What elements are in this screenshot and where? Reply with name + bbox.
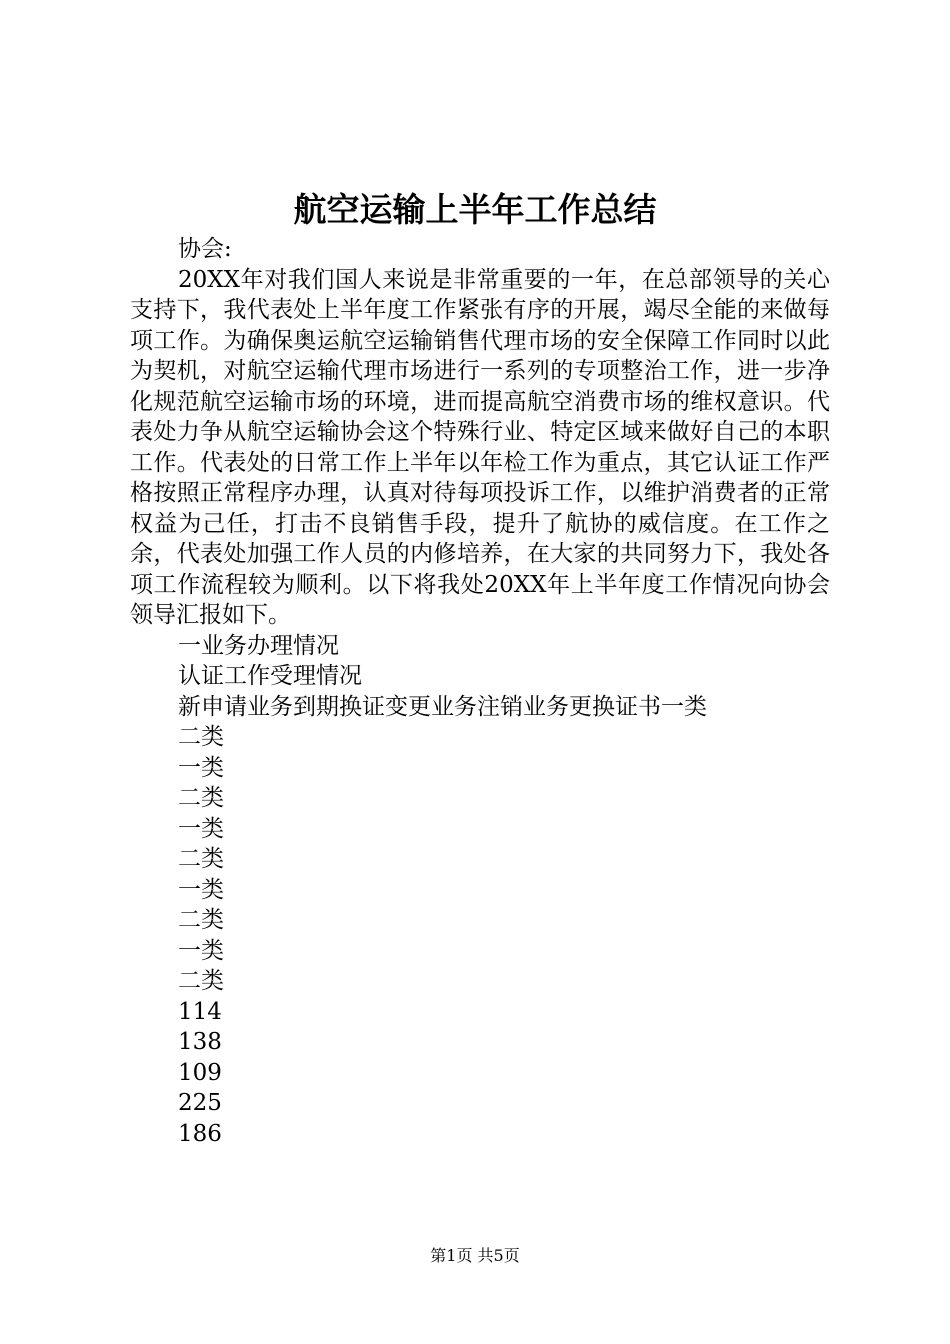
number-line: 114 [178, 998, 222, 1025]
number-line: 186 [178, 1120, 222, 1147]
page-footer: 第1页 共5页 [430, 1246, 520, 1265]
intro-paragraph: 20XX年对我们国人来说是非常重要的一年，在总部领导的关心支持下，我代表处上半年度工作紧张有序的开展，竭尽全能的来做每项工作。为确保奥运航空运输销售代理市场的安全保障工作同时以此为契机，对航空运输代理市场进行一系列的专项整治工作，进一步净化规范航空运输市场的环境，进而提高航空消费市场的维权意识。代表处力争从航空运输协会这个特殊行业、特定区域来做好自己的本职工作。代表处的日常工作上半年以年检工作为重点，其它认证工作严格按照正常程序办理，认真对待每项投诉工作，以维护消费者的正常权益为己任，打击不良销售手段，提升了航协的威信度。在工作之余，代表处加强工作人员的内修培养，在大家的共同努力下，我处各项工作流程较为顺利。以下将我处20XX年上半年度工作情况向协会领导汇报如下。 [130, 266, 830, 628]
number-line: 138 [178, 1029, 222, 1055]
category-line: 二类 [178, 846, 224, 872]
category-line: 一类 [178, 876, 224, 903]
category-line: 一类 [178, 754, 224, 781]
document-body [130, 234, 830, 1149]
table-header-line: 新申请业务到期换证变更业务注销业务更换证书一类 [178, 693, 707, 720]
number-line: 225 [178, 1090, 222, 1116]
subsection-heading: 认证工作受理情况 [178, 663, 362, 689]
category-line: 二类 [178, 907, 224, 933]
number-line: 109 [178, 1059, 222, 1086]
category-line: 一类 [178, 815, 224, 842]
category-line: 二类 [178, 724, 224, 750]
category-line: 一类 [178, 937, 224, 964]
section-heading: 一业务办理情况 [178, 632, 339, 659]
salutation: 协会: [178, 236, 232, 262]
category-line: 二类 [178, 785, 224, 811]
category-line: 二类 [178, 968, 224, 994]
document-title: 航空运输上半年工作总结 [293, 190, 657, 229]
